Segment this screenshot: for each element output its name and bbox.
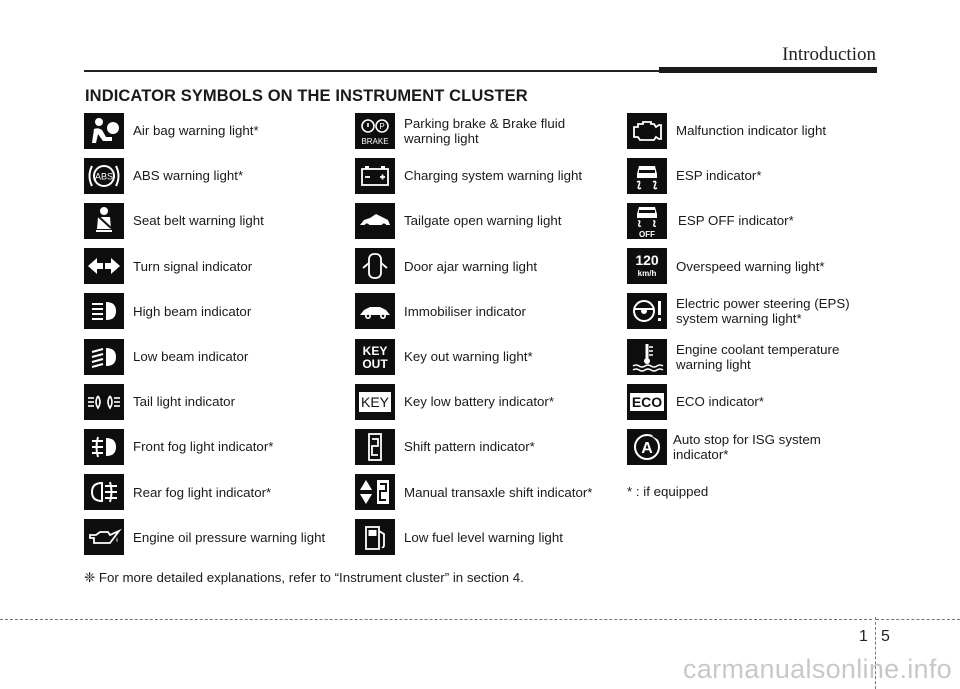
indicator-label: Immobiliser indicator: [404, 303, 526, 319]
auto-stop-icon: [627, 429, 667, 465]
indicator-column-1: [84, 108, 354, 560]
indicator-label: Engine oil pressure warning light: [133, 529, 326, 545]
key-out-icon: [355, 339, 395, 375]
overspeed-icon-unit: km/h: [637, 269, 657, 279]
eco-icon: [627, 384, 667, 420]
auto-stop-icon-text: A: [641, 439, 653, 457]
indicator-item: [627, 153, 897, 198]
indicator-label: Air bag warning light*: [133, 123, 259, 139]
indicator-label: Seat belt warning light: [133, 213, 264, 229]
indicator-item: [627, 334, 897, 379]
esp-off-icon-text: OFF: [639, 229, 655, 239]
indicator-item: [627, 108, 897, 153]
indicator-item: [84, 244, 354, 289]
section-label: Introduction: [782, 44, 876, 65]
tailgate-icon: [355, 203, 395, 239]
indicator-item: [355, 289, 625, 334]
turn-signal-icon: [84, 248, 124, 284]
indicator-label: Manual transaxle shift indicator*: [404, 484, 593, 500]
indicator-label: Low beam indicator: [133, 349, 249, 365]
indicator-item: [355, 108, 625, 153]
key-out-icon-text: KEY: [362, 343, 388, 358]
header-rule: [84, 70, 659, 72]
tail-light-icon: [84, 384, 124, 420]
low-beam-icon: [84, 339, 124, 375]
indicator-label: ABS warning light*: [133, 168, 244, 184]
fuel-icon: [355, 519, 395, 555]
indicator-label: Engine coolant temperature warning light: [676, 341, 840, 372]
indicator-item: [355, 244, 625, 289]
indicator-item: [84, 153, 354, 198]
indicator-item: [627, 198, 897, 243]
overspeed-icon-text: 120: [635, 252, 659, 269]
indicator-label: Tail light indicator: [133, 394, 235, 410]
indicator-item: [355, 470, 625, 515]
immobiliser-icon: [355, 293, 395, 329]
key-battery-icon-text: KEY: [360, 393, 390, 410]
watermark: carmanualsonline.info: [683, 654, 952, 684]
battery-icon: [355, 158, 395, 194]
indicator-label: Low fuel level warning light: [404, 529, 563, 545]
indicator-label: Key low battery indicator*: [404, 394, 555, 410]
indicator-item: [84, 424, 354, 469]
door-ajar-icon: [355, 248, 395, 284]
section-number: 1: [859, 628, 868, 645]
rear-fog-icon: [84, 474, 124, 510]
esp-off-icon: [627, 203, 667, 239]
indicator-label: Shift pattern indicator*: [404, 439, 535, 455]
indicator-item: [355, 198, 625, 243]
shift-pattern-icon: [355, 429, 395, 465]
oil-pressure-icon: [84, 519, 124, 555]
indicator-item: [84, 108, 354, 153]
indicator-label: Malfunction indicator light: [676, 123, 827, 139]
indicator-label: Key out warning light*: [404, 349, 533, 365]
indicator-label: Front fog light indicator*: [133, 439, 274, 455]
reference-note: ❈ For more detailed explanations, refer to “Instrument cluster” in section 4.: [84, 570, 524, 585]
indicator-label: High beam indicator: [133, 303, 252, 319]
indicator-label: Overspeed warning light*: [676, 258, 825, 274]
front-fog-icon: [84, 429, 124, 465]
indicator-item: [355, 424, 625, 469]
indicator-item: [84, 198, 354, 243]
footer-rule: [0, 619, 872, 620]
indicator-item: [627, 244, 897, 289]
indicator-label: Rear fog light indicator*: [133, 484, 272, 500]
indicator-label: ESP OFF indicator*: [678, 213, 794, 229]
footnote: * : if equipped: [627, 484, 709, 499]
eco-icon-text: ECO: [631, 393, 663, 410]
indicator-item: [355, 153, 625, 198]
seat-belt-icon: [84, 203, 124, 239]
abs-icon: [84, 158, 124, 194]
coolant-icon: [627, 339, 667, 375]
key-out-icon-text2: OUT: [362, 356, 388, 371]
indicator-item: [84, 289, 354, 334]
indicator-label: Electric power steering (EPS) system warning light*: [676, 296, 850, 327]
indicator-item: [355, 515, 625, 560]
indicator-column-2: [355, 108, 625, 560]
indicator-label: Charging system warning light: [404, 168, 583, 184]
page-number: 5: [881, 628, 890, 645]
indicator-item: [84, 470, 354, 515]
indicator-label: Parking brake & Brake fluid warning light: [404, 115, 566, 146]
overspeed-icon: [627, 248, 667, 284]
steering-icon: [627, 293, 667, 329]
indicator-label: Tailgate open warning light: [404, 213, 562, 229]
manual-shift-icon: [355, 474, 395, 510]
indicator-item: [627, 424, 897, 469]
high-beam-icon: [84, 293, 124, 329]
key-battery-icon: [355, 384, 395, 420]
indicator-item: [355, 334, 625, 379]
engine-icon: [627, 113, 667, 149]
indicator-item: [84, 379, 354, 424]
indicator-label: ESP indicator*: [676, 168, 762, 184]
svg-text:P: P: [379, 121, 385, 131]
brake-icon-text: BRAKE: [361, 136, 389, 146]
indicator-item: [627, 379, 897, 424]
indicator-label: Auto stop for ISG system indicator*: [673, 431, 821, 462]
indicator-column-3: [627, 108, 897, 470]
indicator-label: ECO indicator*: [676, 394, 764, 410]
header-rule-accent: [659, 67, 877, 73]
page-title: INDICATOR SYMBOLS ON THE INSTRUMENT CLUSTER: [85, 87, 528, 105]
indicator-item: [84, 334, 354, 379]
esp-icon: [627, 158, 667, 194]
footer-rule: [876, 619, 960, 620]
airbag-icon: [84, 113, 124, 149]
indicator-item: [84, 515, 354, 560]
parking-brake-icon: [355, 113, 395, 149]
indicator-label: Turn signal indicator: [133, 258, 253, 274]
indicator-label: Door ajar warning light: [404, 258, 538, 274]
indicator-item: [355, 379, 625, 424]
indicator-item: [627, 289, 897, 334]
abs-icon-text: ABS: [94, 171, 114, 182]
